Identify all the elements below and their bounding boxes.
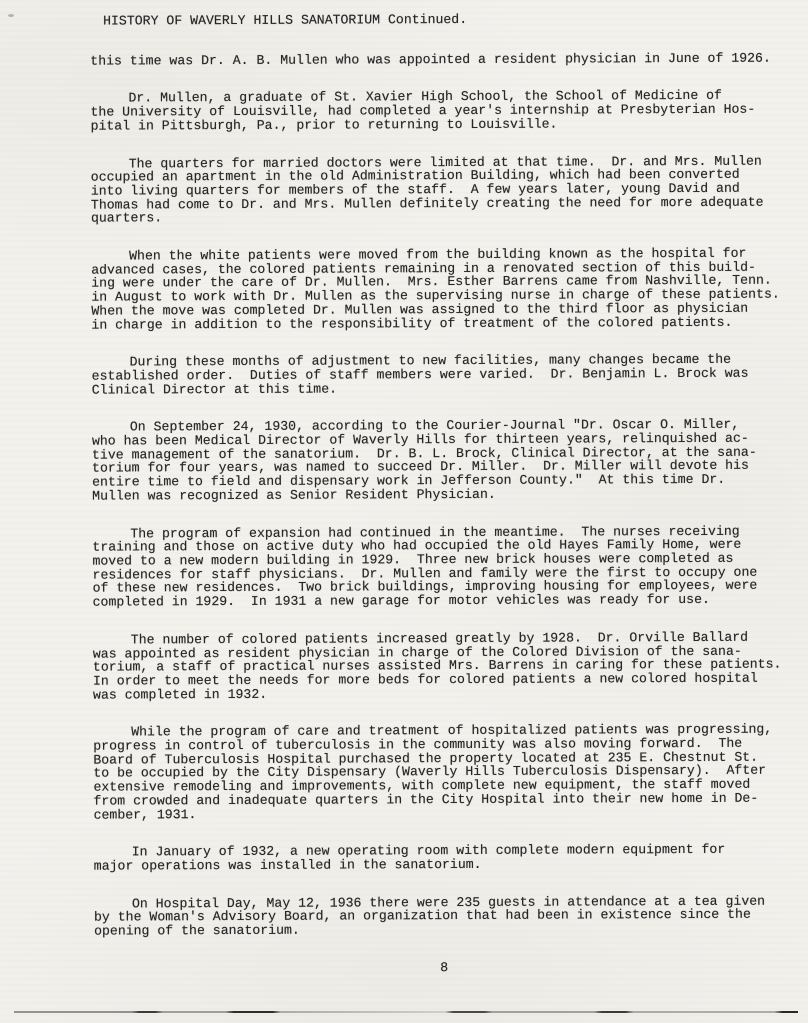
paragraph-6: On September 24, 1930, according to the Courier-Journal "Dr. Oscar O. Miller, who has been Medical Director of Waverly Hills for thirteen years, relinquished ac- tive management of the sanatorium. Dr. B. L. Brock, Clinical Director, at the sana- torium for four years, was named to succeed Dr. Miller. Dr. Miller will devote his entire time to field and dispensary work in Jefferson County." At this time Dr. Mullen was recognized as Senior Resident Physician.: [91, 417, 757, 504]
document-title: HISTORY OF WAVERLY HILLS SANATORIUM Continued.: [103, 11, 468, 29]
scan-edge-line: [14, 1011, 798, 1013]
paragraph-2: Dr. Mullen, a graduate of St. Xavier High School, the School of Medicine of the University of Louisville, had completed a year's internship at Presbyterian Hos- pital in Pittsburgh, Pa., prior to returning to Louisville.: [90, 88, 756, 134]
paragraph-8: The number of colored patients increased greatly by 1928. Dr. Orville Ballard was appointed as resident physician in charge of the Colored Division of the sana- torium, a staff of practical nurses assisted Mrs. Barrens in caring for these patients. In order to meet the needs for more beds for colored patients a new colored hospital was completed in 1932.: [92, 629, 782, 703]
paragraph-11: On Hospital Day, May 12, 1936 there were 235 guests in attendance at a tea given by the Woman's Advisory Board, an organization that had been in existence since the opening of the sanatorium.: [93, 893, 766, 939]
paragraph-10: In January of 1932, a new operating room with complete modern equipment for major operations was installed in the sanatorium.: [93, 842, 726, 874]
paragraph-4: When the white patients were moved from the building known as the hospital for advanced cases, the colored patients remaining in a renovated section of this build- ing were under the care of Dr. Mullen. Mrs. Esther Barrens came from Nashville, Tenn. in August to work with Dr. Mullen as the supervising nurse in charge of these patients. When the move was completed Dr. Mullen was assigned to the third floor as physician in charge in addition to the responsibility of treatment of the colored patients.: [91, 245, 780, 333]
paragraph-3: The quarters for married doctors were limited at that time. Dr. and Mrs. Mullen occupied an apartment in the old Administration Building, which had been converted into living quarters for members of the staff. A few years later, young David and Thomas had come to Dr. and Mrs. Mullen definitely creating the need for more adequate quarters.: [90, 153, 764, 226]
paragraph-7: The program of expansion had continued in the meantime. The nurses receiving training and those on active duty who had occupied the old Hayes Family Home, were moved to a new modern building in 1929. Three new brick houses were completed as residences for staff physicians. Dr. Mullen and family were the first to occupy one of these new residences. Two brick buildings, improving housing for employees, were completed in 1929. In 1931 a new garage for motor vehicles was ready for use.: [92, 523, 758, 610]
paragraph-1: this time was Dr. A. B. Mullen who was appointed a resident physician in June of 1926.: [90, 50, 771, 69]
paragraph-5: During these months of adjustment to new facilities, many changes became the established order. Duties of staff members were varied. Dr. Benjamin L. Brock was Clinical Director at this time.: [91, 352, 749, 398]
paragraph-9: While the program of care and treatment of hospitalized patients was progressing, progress in control of tuberculosis in the community was also moving forward. The Board of Tuberculosis Hospital purchased the property located at 235 E. Chestnut St. to be occupied by the City Dispensary (Waverly Hills Tuberculosis Dispensary). After extensive remodeling and improvements, with complete new equipment, the staff moved from crowded and inadequate quarters in the City Hospital into their new home in De- cember, 1931.: [93, 721, 773, 823]
page-number: 8: [440, 959, 449, 975]
